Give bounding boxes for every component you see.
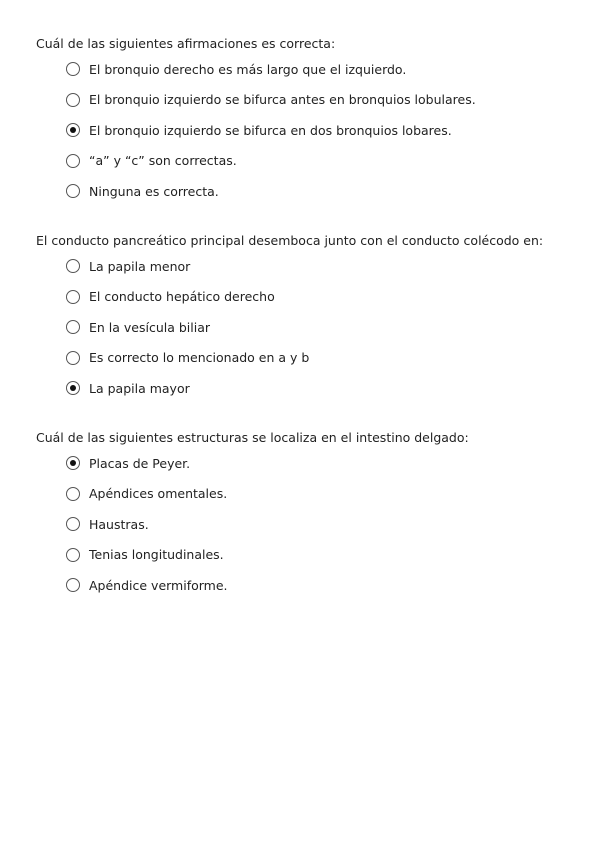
question-1-option-1[interactable] (36, 54, 586, 85)
question-1 (36, 34, 586, 207)
radio-button-icon[interactable] (66, 548, 80, 562)
option-label: En la vesícula biliar (89, 319, 211, 335)
question-3-option-4[interactable] (36, 540, 586, 571)
radio-button-icon[interactable] (66, 259, 80, 273)
radio-button-icon[interactable] (66, 381, 80, 395)
question-3-text: Cuál de las siguientes estructuras se localiza en el intestino delgado: (36, 430, 469, 445)
option-label: Placas de Peyer. (89, 455, 191, 471)
question-3-option-2[interactable] (36, 479, 586, 510)
question-3-option-5[interactable] (36, 570, 586, 601)
option-label: El bronquio izquierdo se bifurca antes en bronquios lobulares. (89, 92, 476, 108)
option-label: El bronquio derecho es más largo que el izquierdo. (89, 61, 407, 77)
radio-button-icon[interactable] (66, 123, 80, 137)
radio-button-icon[interactable] (66, 184, 80, 198)
question-2-options (36, 251, 586, 404)
question-3-options (36, 448, 586, 601)
option-label: La papila menor (89, 258, 191, 274)
option-label: El conducto hepático derecho (89, 289, 275, 305)
radio-button-icon[interactable] (66, 487, 80, 501)
option-label: Apéndice vermiforme. (89, 577, 228, 593)
question-2-option-3[interactable] (36, 312, 586, 343)
radio-button-icon[interactable] (66, 351, 80, 365)
radio-button-icon[interactable] (66, 320, 80, 334)
question-1-option-2[interactable] (36, 85, 586, 116)
question-1-option-3[interactable] (36, 115, 586, 146)
radio-button-icon[interactable] (66, 62, 80, 76)
option-label: Ninguna es correcta. (89, 183, 219, 199)
question-2-option-4[interactable] (36, 343, 586, 374)
radio-button-icon[interactable] (66, 290, 80, 304)
radio-button-icon[interactable] (66, 93, 80, 107)
question-2-option-5[interactable] (36, 373, 586, 404)
radio-button-icon[interactable] (66, 456, 80, 470)
question-1-option-5[interactable] (36, 176, 586, 207)
question-2-text: El conducto pancreático principal desemboca junto con el conducto colécodo en: (36, 233, 544, 248)
question-1-options (36, 54, 586, 207)
option-label: Es correcto lo mencionado en a y b (89, 350, 310, 366)
question-2-option-1[interactable] (36, 251, 586, 282)
question-1-text: Cuál de las siguientes afirmaciones es correcta: (36, 36, 336, 51)
question-3-option-1[interactable] (36, 448, 586, 479)
radio-button-icon[interactable] (66, 154, 80, 168)
radio-button-icon[interactable] (66, 578, 80, 592)
radio-button-icon[interactable] (66, 517, 80, 531)
question-2 (36, 231, 586, 404)
option-label: Tenias longitudinales. (89, 547, 224, 563)
option-label: Apéndices omentales. (89, 486, 228, 502)
option-label: La papila mayor (89, 380, 190, 396)
question-1-option-4[interactable] (36, 146, 586, 177)
question-3 (36, 428, 586, 601)
option-label: Haustras. (89, 516, 149, 532)
question-2-option-2[interactable] (36, 282, 586, 313)
question-3-option-3[interactable] (36, 509, 586, 540)
option-label: “a” y “c” son correctas. (89, 153, 237, 169)
option-label: El bronquio izquierdo se bifurca en dos bronquios lobares. (89, 122, 452, 138)
